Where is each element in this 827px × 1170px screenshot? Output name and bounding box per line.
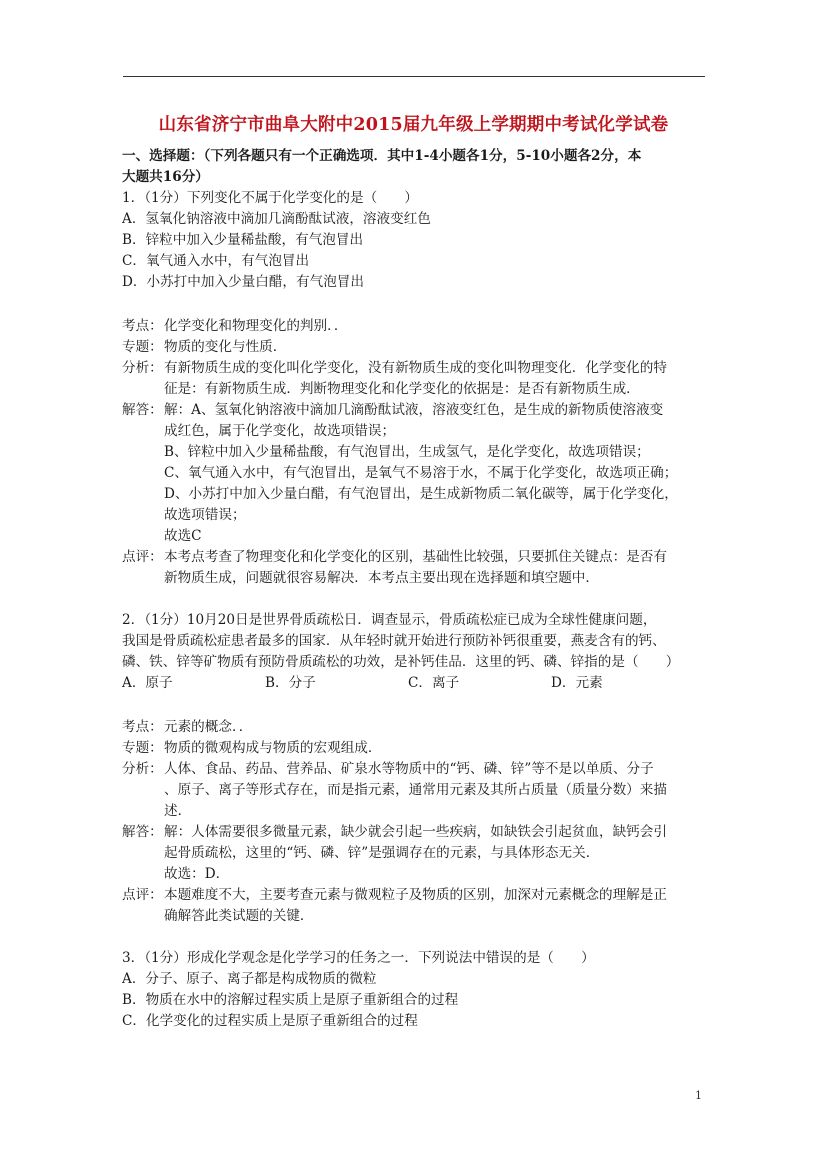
q2-stem-line-2: 我国是骨质疏松症患者最多的国家．从年轻时就开始进行预防补钙很重要，燕麦含有的钙、 bbox=[122, 633, 666, 649]
q1-jieda-line-4: C、氧气通入水中，有气泡冒出，是氧气不易溶于水，不属于化学变化，故选项正确； bbox=[164, 465, 678, 481]
document-body bbox=[122, 146, 707, 1032]
q2-jieda: 解答： 解：人体需要很多微量元素，缺少就会引起一些疾病，如缺铁会引起贫血，缺钙会引 bbox=[122, 824, 667, 840]
section-header-line-1: 一、选择题：（下列各题只有一个正确选项．其中1-4小题各1分，5-10小题各2分，本 bbox=[122, 148, 642, 164]
q1-zhuanti: 专题： 物质的变化与性质． bbox=[122, 339, 287, 355]
q2-dianping: 点评： 本题难度不大，主要考查元素与微观粒子及物质的区别，加深对元素概念的理解是正 bbox=[122, 887, 667, 903]
q2-fenxi: 分析： 人体、食品、药品、营养品、矿泉水等物质中的“钙、磷、锌”等不是以单质、分子 bbox=[122, 761, 654, 777]
q3-option-a: A．分子、原子、离子都是构成物质的微粒 bbox=[122, 971, 377, 987]
q1-option-b: B．锌粒中加入少量稀盐酸，有气泡冒出 bbox=[122, 232, 364, 248]
q1-option-a: A．氢氧化钠溶液中滴加几滴酚酞试液，溶液变红色 bbox=[122, 211, 431, 227]
header-rule bbox=[123, 76, 705, 77]
q2-options bbox=[122, 673, 707, 694]
q1-jieda: 解答： 解：A、氢氧化钠溶液中滴加几滴酚酞试液，溶液变红色，是生成的新物质使溶液变 bbox=[122, 402, 664, 418]
q1-dianping-cont: 新物质生成，问题就很容易解决．本考点主要出现在选择题和填空题中． bbox=[164, 570, 599, 586]
q2-dianping-cont: 确解答此类试题的关键． bbox=[164, 908, 314, 924]
q3-option-b: B．物质在水中的溶解过程实质上是原子重新组合的过程 bbox=[122, 992, 459, 1008]
q1-jieda-line-7: 故选C bbox=[164, 528, 202, 544]
q2-option-b: B．分子 bbox=[265, 675, 316, 691]
q1-fenxi-cont: 征是：有新物质生成．判断物理变化和化学变化的依据是：是否有新物质生成． bbox=[164, 381, 640, 397]
q2-stem-line-3: 磷、铁、锌等矿物质有预防骨质疏松的功效，是补钙佳品．这里的钙、磷、锌指的是（ ） bbox=[122, 654, 680, 670]
q2-stem-line-1: 2．（1分）10月20日是世界骨质疏松日．调查显示，骨质疏松症已成为全球性健康问题， bbox=[122, 612, 657, 628]
q1-option-c: C．氧气通入水中，有气泡冒出 bbox=[122, 253, 310, 269]
q2-zhuanti: 专题： 物质的微观构成与物质的宏观组成． bbox=[122, 740, 382, 756]
page-title: 山东省济宁市曲阜大附中2015届九年级上学期期中考试化学试卷 bbox=[158, 115, 669, 135]
section-header-line-2: 大题共16分） bbox=[122, 169, 209, 185]
q1-fenxi: 分析： 有新物质生成的变化叫化学变化，没有新物质生成的变化叫物理变化．化学变化的特 bbox=[122, 360, 667, 376]
q2-fenxi-line-3: 述． bbox=[164, 803, 192, 819]
q2-option-a: A．原子 bbox=[122, 675, 173, 691]
q1-option-d: D．小苏打中加入少量白醋，有气泡冒出 bbox=[122, 274, 364, 290]
q2-kaodian: 考点： 元素的概念．． bbox=[122, 719, 253, 735]
q3-stem: 3．（1分）形成化学观念是化学学习的任务之一．下列说法中错误的是（ ） bbox=[122, 950, 595, 966]
q1-stem: 1．（1分）下列变化不属于化学变化的是（ ） bbox=[122, 190, 418, 206]
q1-kaodian: 考点： 化学变化和物理变化的判别．． bbox=[122, 318, 348, 334]
page-number: 1 bbox=[695, 1089, 702, 1102]
q3-option-c: C．化学变化的过程实质上是原子重新组合的过程 bbox=[122, 1013, 418, 1029]
q2-jieda-line-2: 起骨质疏松，这里的“钙、磷、锌”是强调存在的元素，与具体形态无关． bbox=[164, 845, 600, 861]
q1-jieda-line-5: D、小苏打中加入少量白醋，有气泡冒出，是生成新物质二氧化碳等，属于化学变化， bbox=[164, 486, 678, 502]
q2-option-d: D．元素 bbox=[551, 675, 603, 691]
q1-jieda-line-3: B、锌粒中加入少量稀盐酸，有气泡冒出，生成氢气，是化学变化，故选项错误； bbox=[164, 444, 650, 460]
q1-dianping: 点评： 本考点考查了物理变化和化学变化的区别，基础性比较强，只要抓住关键点：是否有 bbox=[122, 549, 667, 565]
q2-jieda-line-3: 故选：D． bbox=[164, 866, 230, 882]
q1-jieda-line-2: 成红色，属于化学变化，故选项错误； bbox=[164, 423, 396, 439]
q2-option-c: C．离子 bbox=[408, 675, 460, 691]
q1-jieda-line-6: 故选项错误； bbox=[164, 507, 246, 523]
q2-fenxi-line-2: 、原子、离子等形式存在，而是指元素，通常用元素及其所占质量（质量分数）来描 bbox=[164, 782, 667, 798]
